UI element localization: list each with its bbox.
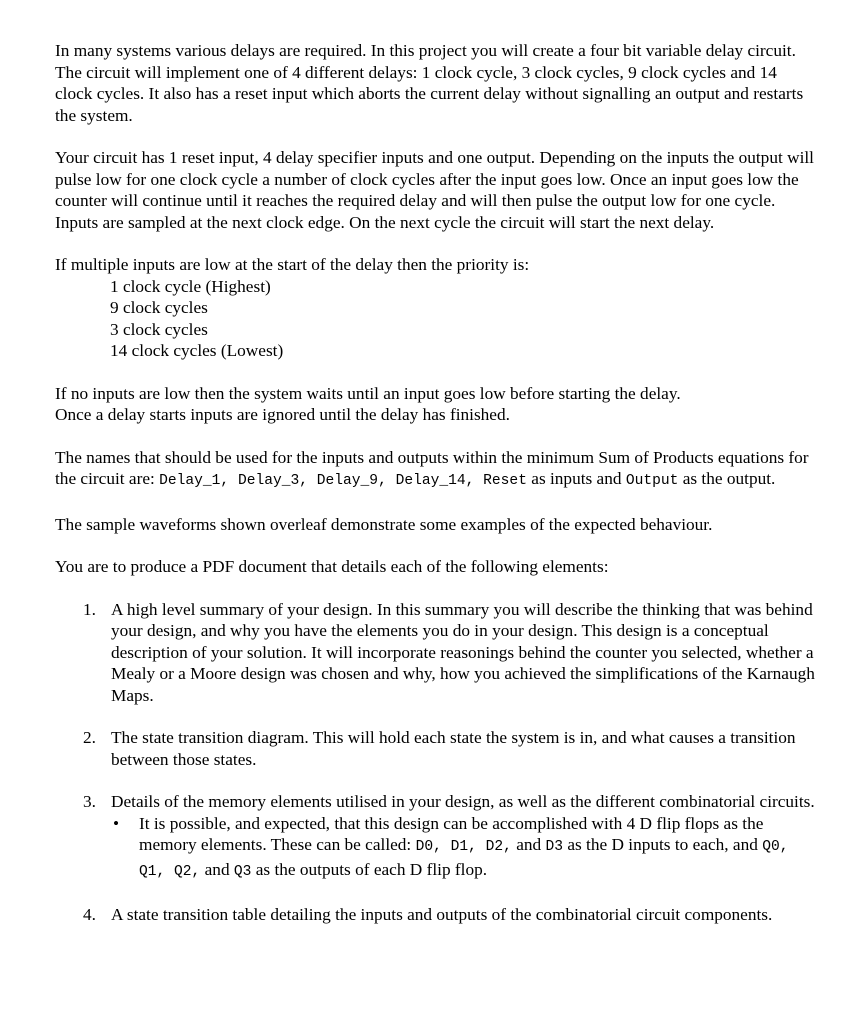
- bullet-text: as the D inputs to each, and: [563, 835, 763, 854]
- requirement-text: Details of the memory elements utilised in your design, as well as the different combinatorial circuits.: [111, 792, 815, 811]
- document-page: [55, 40, 815, 947]
- priority-item: 9 clock cycles: [110, 298, 208, 317]
- priority-lead: If multiple inputs are low at the start of the delay then the priority is:: [55, 255, 530, 274]
- no-inputs-section: [55, 383, 815, 426]
- priority-item: 1 clock cycle (Highest): [110, 276, 271, 296]
- d3-code: D3: [545, 839, 564, 855]
- bullet-text: It is possible, and expected, that this design can be accomplished with 4 D flip flops as the memory elements. These can be called:: [139, 813, 764, 854]
- produce-paragraph: You are to produce a PDF document that details each of the following elements:: [55, 557, 609, 576]
- signal-names-text: as inputs and: [526, 469, 626, 488]
- no-inputs-line: If no inputs are low then the system waits until an input goes low before starting the delay.: [55, 383, 681, 403]
- flip-flop-bullet-item: [111, 813, 815, 884]
- d-inputs-code: D0, D1, D2,: [415, 839, 512, 855]
- requirement-number: 2.: [83, 728, 96, 747]
- bullet-icon: •: [113, 813, 120, 833]
- requirement-text: A state transition table detailing the inputs and outputs of the combinatorial circuit components.: [111, 905, 773, 924]
- input-names-code: Delay_1, Delay_3, Delay_9, Delay_14, Reset: [159, 473, 527, 489]
- no-inputs-line: Once a delay starts inputs are ignored until the delay has finished.: [55, 405, 510, 424]
- bullet-text: and: [200, 859, 234, 879]
- requirement-item: [55, 904, 815, 926]
- q-outputs-code: Q0, Q1, Q2,: [139, 839, 789, 880]
- requirement-number: 3.: [83, 792, 96, 811]
- signal-names-text: as the output.: [678, 469, 776, 488]
- requirements-list: [55, 599, 815, 926]
- priority-item: 3 clock cycles: [110, 319, 208, 339]
- flip-flop-bullet-list: [111, 813, 815, 884]
- waveforms-paragraph: The sample waveforms shown overleaf demonstrate some examples of the expected behaviour.: [55, 514, 713, 534]
- bullet-text: as the outputs of each D flip flop.: [251, 859, 488, 879]
- intro-paragraph: In many systems various delays are required. In this project you will create a four bit variable delay circuit. The circuit will implement one of 4 different delays: 1 clock cycle, 3 clock cycles, 9 clock cycles and 14 clock cycles. It also has a reset input which aborts the current delay without signalling an output and restarts the system.: [55, 41, 804, 125]
- priority-item: 14 clock cycles (Lowest): [110, 341, 284, 360]
- circuit-description-paragraph: Your circuit has 1 reset input, 4 delay specifier inputs and one output. Depending on the inputs the output will pulse low for one clock cycle a number of clock cycles after the input goes low. Once an input goes low the counter will continue until it reaches the required delay and will then pulse the output low for one cycle. Inputs are sampled at the next clock edge. On the next cycle the circuit will start the next delay.: [55, 148, 814, 232]
- priority-section: [55, 254, 815, 362]
- requirement-item: [55, 727, 815, 770]
- q3-code: Q3: [233, 863, 252, 880]
- requirement-number: 1.: [83, 599, 96, 619]
- output-name-code: Output: [625, 473, 679, 489]
- signal-names-paragraph: [55, 447, 815, 493]
- requirement-text: A high level summary of your design. In this summary you will describe the thinking that was behind your design, and why you have the elements you do in your design. This design is a conceptual description of your solution. It will incorporate reasonings behind the counter you selected, whether a Mealy or a Moore design was chosen and why, how you achieved the simplifications of the Karnaugh Maps.: [111, 599, 815, 705]
- signal-names-text: The names that should be used for the inputs and outputs within the minimum Sum of Products equations for the circuit are:: [55, 447, 809, 488]
- bullet-text: and: [511, 835, 546, 854]
- requirement-item: [55, 791, 815, 883]
- requirement-text: The state transition diagram. This will hold each state the system is in, and what causes a transition between those states.: [111, 728, 796, 769]
- requirement-number: 4.: [83, 905, 96, 924]
- requirement-item: [55, 599, 815, 707]
